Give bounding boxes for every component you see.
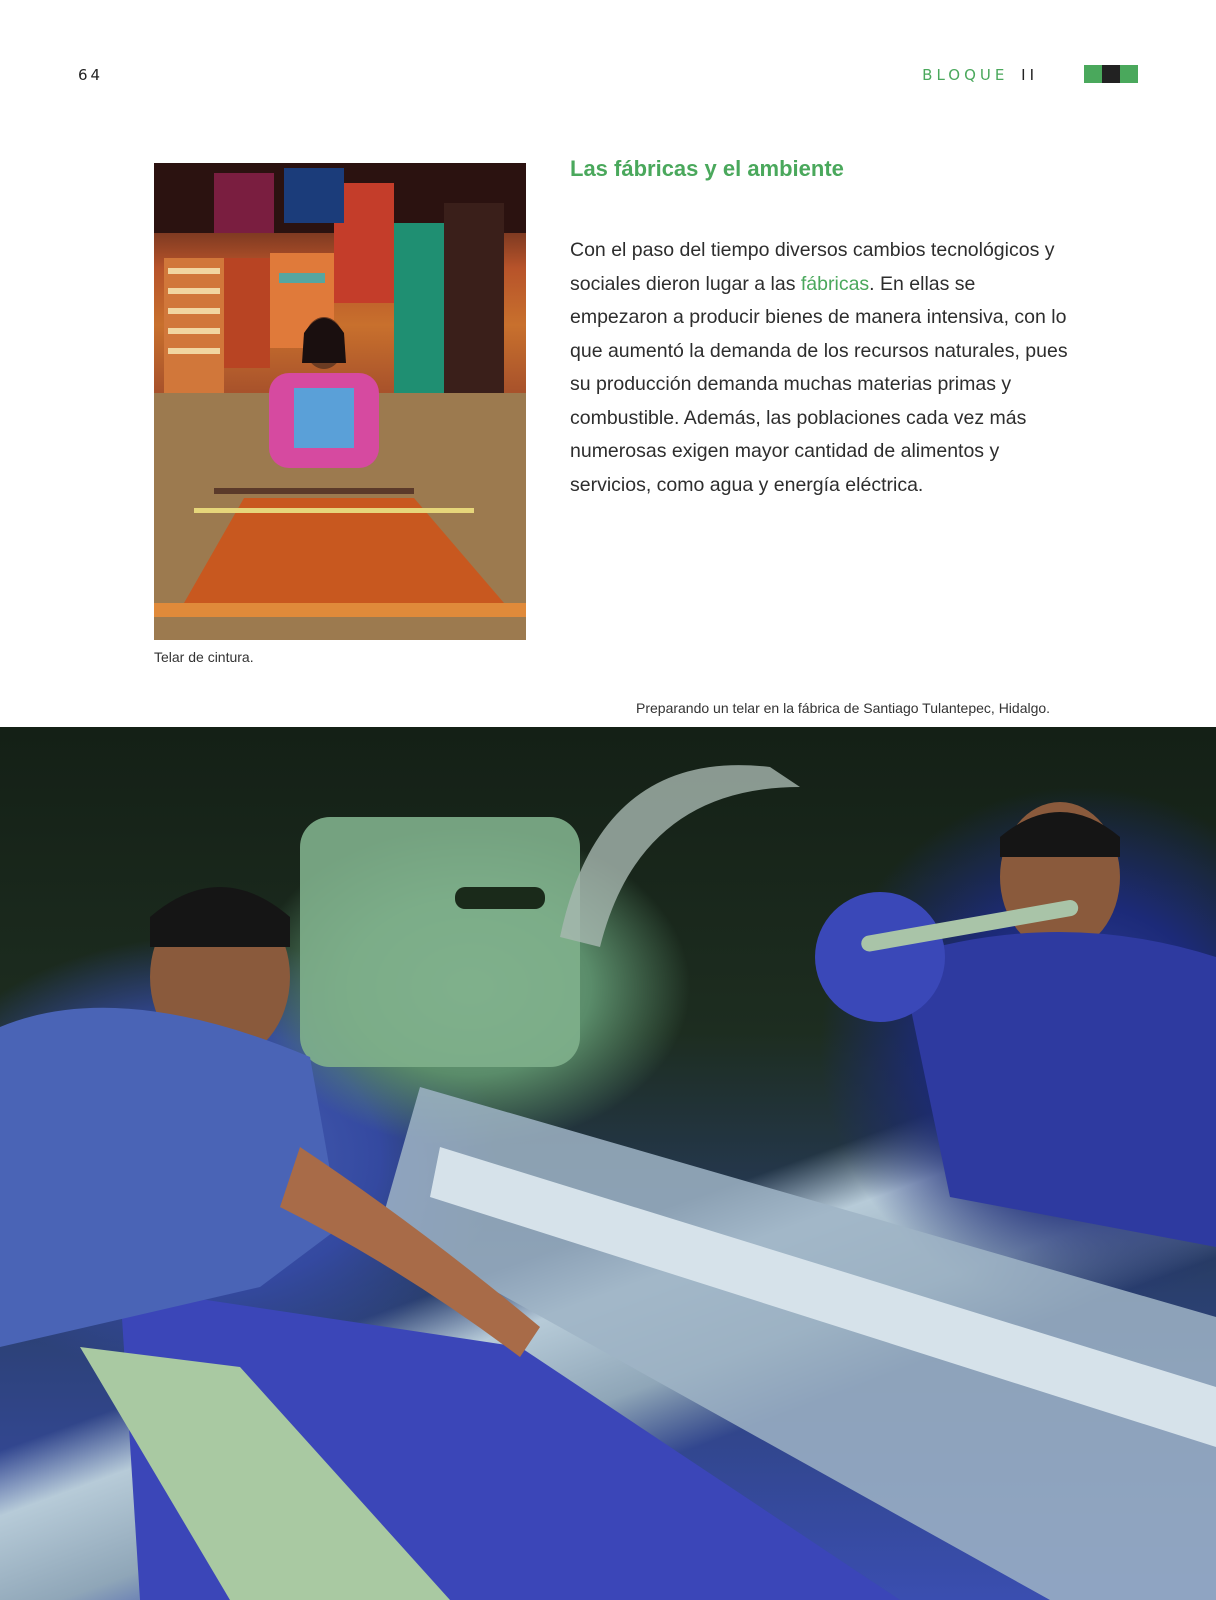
textile-factory-illustration (0, 727, 1216, 1600)
bloque-label (922, 66, 1038, 84)
backstrap-loom-photo (154, 163, 526, 640)
paragraph-text-start: Con el paso del tiempo diversos cambios tecnológicos y sociales dieron lugar a las (570, 239, 1055, 295)
page-number: 64 (78, 66, 104, 84)
paragraph-text-end: . En ellas se empezaron a producir bienes de manera intensiva, con lo que aumentó la demanda de los recursos naturales, pues su producción demanda muchas materias primas y combustible. Además, las poblaciones cada vez más numerosas exigen mayor cantidad de alimentos y servicios, como agua y energía eléctrica. (570, 272, 1068, 496)
glossary-term-fabricas: fábricas (800, 272, 870, 295)
bloque-number: II (1021, 66, 1038, 84)
bloque-color-mark (1084, 65, 1138, 83)
bloque-mark-segment (1120, 65, 1138, 83)
bloque-word: BLOQUE (922, 66, 1009, 84)
bloque-mark-segment (1084, 65, 1102, 83)
factory-photo-caption: Preparando un telar en la fábrica de Santiago Tulantepec, Hidalgo. (636, 700, 1051, 716)
body-paragraph (570, 234, 1070, 502)
backstrap-loom-caption: Telar de cintura. (154, 649, 254, 665)
section-heading: Las fábricas y el ambiente (570, 156, 844, 181)
textile-factory-photo (0, 727, 1216, 1600)
bloque-mark-segment (1102, 65, 1120, 83)
backstrap-loom-illustration (154, 163, 526, 640)
